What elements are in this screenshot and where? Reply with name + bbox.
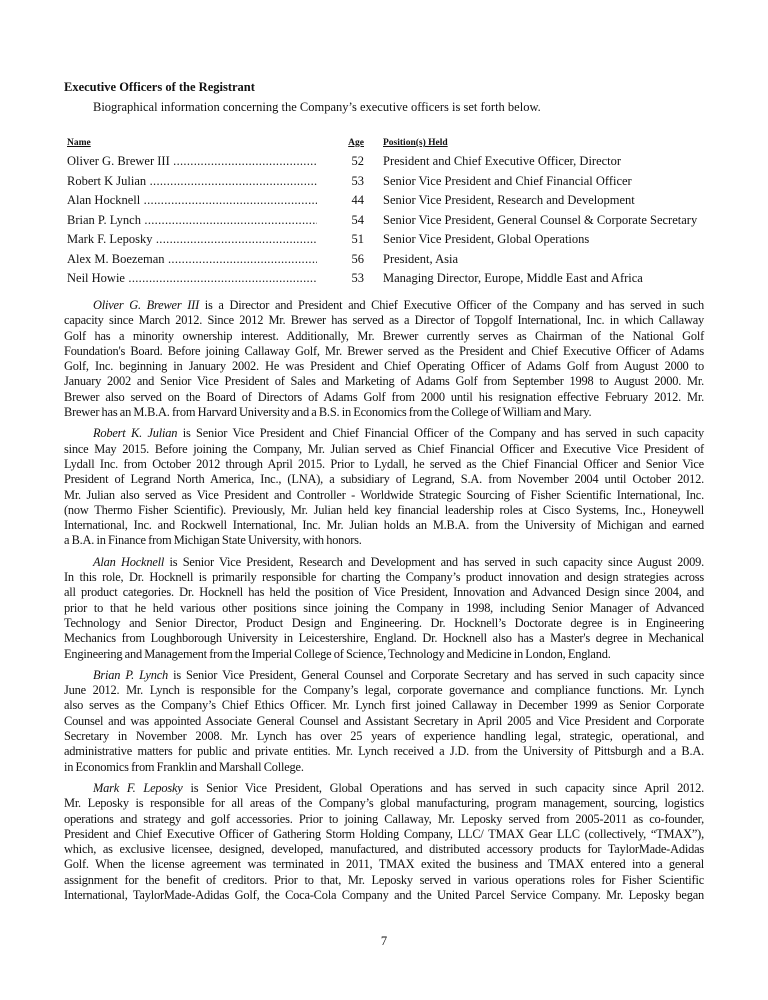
bio-text: is Senior Vice President, Research and Development and has served in such capacity since August 2009. bbox=[164, 554, 704, 569]
officer-position: Senior Vice President, Global Operations bbox=[383, 232, 590, 247]
bio-line: President and Chief Executive Officer of Gathering Storm Holding Company, LLC/ TMAX Gear LLC (collectively, “TMAX”), bbox=[64, 826, 704, 841]
bio-line: (now Thermo Fisher Scientific). Previously, Mr. Julian held key financial leadership roles at Cisco Systems, Inc., Honeywell bbox=[64, 502, 704, 517]
officer-name-text: Alan Hocknell bbox=[67, 193, 141, 208]
bio-line: President of Legrand North America, Inc., (LNA), a subsidiary of Legrand, S.A. from November 2004 until October 2012. bbox=[64, 472, 704, 487]
officer-name bbox=[67, 174, 317, 189]
bio-line: Mr. Julian also served as Vice President and Controller - Worldwide Strategic Sourcing of Fisher Scientific International, Inc. bbox=[64, 487, 704, 502]
bio-line: Foundation's Board. Before joining Callaway Golf, Mr. Brewer served as the President and Chief Executive Officer of Adams bbox=[64, 343, 704, 358]
officer-name-text: Mark F. Leposky bbox=[67, 232, 153, 247]
page-number: 7 bbox=[380, 934, 388, 948]
bio-line bbox=[64, 555, 704, 570]
officer-name-italic: Alan Hocknell bbox=[93, 554, 165, 569]
bio-line: Brewer also served on the Board of Directors of Adams Golf from 2000 until his resignation effective February 2012. Mr. bbox=[64, 389, 704, 404]
bio-line: International, Inc. and Rockwell International, Inc. Mr. Julian holds an M.B.A. from the University of Michigan and earned bbox=[64, 518, 704, 533]
bio-line: Engineering and Management from the Imperial College of Science, Technology and Medicine in London, England. bbox=[64, 646, 611, 661]
bio-line: International, TaylorMade-Adidas Golf, the Coca-Cola Company and the United Parcel Service Company. Mr. Leposky began bbox=[64, 887, 704, 902]
table-row bbox=[67, 269, 717, 289]
bio-line: June 2012. Mr. Lynch is responsible for the Company’s legal, corporate governance and compliance functions. Mr. Lynch bbox=[64, 683, 704, 698]
bio-text: is a Director and President and Chief Executive Officer of the Company and has served in such bbox=[199, 298, 704, 312]
officer-age: 52 bbox=[351, 154, 364, 169]
bio-line: Secretary in November 2008. Mr. Lynch has over 25 years of experience handling legal, strategic, operational, and bbox=[64, 729, 704, 744]
officer-position: President, Asia bbox=[383, 251, 458, 266]
officer-name-italic: Oliver G. Brewer III bbox=[93, 298, 200, 312]
officer-name-text: Alex M. Boezeman bbox=[67, 251, 165, 266]
biographies bbox=[64, 298, 704, 909]
officer-name-text: Neil Howie bbox=[67, 271, 125, 286]
officer-name bbox=[67, 154, 317, 169]
officer-name-italic: Mark F. Leposky bbox=[93, 780, 183, 795]
bio-paragraph bbox=[64, 668, 704, 775]
dot-leader bbox=[125, 271, 317, 285]
officer-position: Managing Director, Europe, Middle East and Africa bbox=[383, 271, 643, 286]
bio-line: Mechanics from Loughborough University in Leicestershire, England. Dr. Hocknell also has a Master's degree in Mechanical bbox=[64, 631, 704, 646]
officer-position: Senior Vice President and Chief Financial Officer bbox=[383, 173, 632, 188]
bio-text: is Senior Vice President, Global Operations and has served in such capacity since April 2012. bbox=[182, 780, 704, 795]
bio-line: Golf. When the license agreement was terminated in 2011, TMAX exited the business and TMAX entered into a general bbox=[64, 857, 704, 872]
dot-leader bbox=[165, 252, 317, 266]
officer-age: 53 bbox=[351, 173, 364, 188]
table-row bbox=[67, 152, 717, 172]
dot-leader bbox=[170, 154, 317, 168]
dot-leader bbox=[152, 232, 317, 246]
officer-name-italic: Robert K. Julian bbox=[93, 426, 178, 441]
bio-line bbox=[64, 426, 704, 441]
officer-age: 51 bbox=[351, 232, 364, 247]
bio-line: Lydall Inc. from October 2012 through April 2015. Prior to Lydall, he served as the Chief Financial Officer and Senior Vice bbox=[64, 456, 704, 471]
table-row bbox=[67, 211, 717, 231]
officer-name bbox=[67, 232, 317, 247]
officer-position: Senior Vice President, General Counsel & Corporate Secretary bbox=[383, 212, 698, 227]
officer-name-italic: Brian P. Lynch bbox=[93, 667, 168, 682]
bio-paragraph bbox=[64, 426, 704, 548]
bio-paragraph bbox=[64, 781, 704, 903]
table-row bbox=[67, 172, 717, 192]
bio-line: capacity since March 2012. Since 2012 Mr. Brewer has served as a Director of Topgolf International, Inc. in which Callaway bbox=[64, 313, 704, 328]
header-position: Position(s) Held bbox=[383, 138, 448, 148]
bio-line: In this role, Dr. Hocknell is primarily responsible for charting the Company’s product innovation and design strategies across bbox=[64, 570, 704, 585]
table-row bbox=[67, 250, 717, 270]
bio-line: Brewer has an M.B.A. from Harvard University and a B.S. in Economics from the College of William and Mary. bbox=[64, 405, 592, 420]
bio-line: January 2002 and Senior Vice President of Sales and Marketing of Adams Golf from September 1998 to August 2000. Mr. bbox=[64, 374, 704, 389]
officer-name bbox=[67, 213, 317, 228]
officer-position: Senior Vice President, Research and Development bbox=[383, 193, 635, 208]
bio-line bbox=[64, 668, 704, 683]
officer-age: 56 bbox=[351, 251, 364, 266]
bio-text: is Senior Vice President and Chief Financial Officer of the Company and has served in such capacity bbox=[177, 426, 704, 441]
officer-name-text: Brian P. Lynch bbox=[67, 212, 141, 227]
bio-line: in Economics from Franklin and Marshall College. bbox=[64, 759, 304, 774]
bio-line: operations and strategy and golf accessories. Prior to joining Callaway, Mr. Leposky served from 2005-2011 as co-founder, bbox=[64, 811, 704, 826]
bio-line bbox=[64, 298, 704, 313]
officer-position: President and Chief Executive Officer, Director bbox=[383, 154, 622, 169]
bio-line: Golf has a minority ownership interest. Additionally, Mr. Brewer currently serves as Chairman of the National Golf bbox=[64, 328, 704, 343]
officer-name bbox=[67, 252, 317, 267]
bio-text: is Senior Vice President, General Counsel and Corporate Secretary and has served in such capacity since bbox=[168, 667, 704, 682]
table-row bbox=[67, 191, 717, 211]
officer-name-text: Oliver G. Brewer III bbox=[67, 154, 170, 169]
bio-line: since May 2015. Before joining the Company, Mr. Julian served as Chief Financial Officer and Executive Vice President of bbox=[64, 441, 704, 456]
dot-leader bbox=[141, 213, 317, 227]
bio-line: Golf, Inc. beginning in January 2002. He was President and Chief Operating Officer of Adams Golf from August 2000 to bbox=[64, 359, 704, 374]
bio-line: which, as exclusive licensee, designed, developed, manufactured, and distributed accessory products for TaylorMade-Adidas bbox=[64, 842, 704, 857]
officer-name-text: Robert K Julian bbox=[67, 173, 147, 188]
bio-line: administrative matters for public and private entities. Mr. Lynch received a J.D. from the University of Pittsburgh and a B.A. bbox=[64, 744, 704, 759]
officer-age: 53 bbox=[351, 271, 364, 286]
bio-line: Mr. Leposky is responsible for all areas of the Company’s global manufacturing, program management, sourcing, logistics bbox=[64, 796, 704, 811]
bio-line: prior to that he held various other positions since joining the Company in 1998, including Senior Manager of Advanced bbox=[64, 600, 704, 615]
officer-name bbox=[67, 193, 317, 208]
header-name: Name bbox=[67, 138, 91, 148]
bio-line: assignment for the benefit of creditors. Prior to that, Mr. Leposky served in various operations roles for Fisher Scientific bbox=[64, 872, 704, 887]
bio-line: Technology and Senior Director, Product Design and Engineering. Dr. Hocknell’s Doctorate degree is in Engineering bbox=[64, 615, 704, 630]
bio-line: all product categories. Dr. Hocknell has held the position of Vice President, Innovation and Advanced Design since 2004, and bbox=[64, 585, 704, 600]
bio-paragraph bbox=[64, 298, 704, 420]
intro-text: Biographical information concerning the Company’s executive officers is set forth below. bbox=[93, 100, 541, 114]
bio-paragraph bbox=[64, 555, 704, 662]
bio-line: a B.A. in Finance from Michigan State University, with honors. bbox=[64, 533, 362, 548]
header-age: Age bbox=[348, 138, 364, 148]
dot-leader bbox=[140, 193, 317, 207]
officer-name bbox=[67, 271, 317, 286]
dot-leader bbox=[146, 174, 317, 188]
table-row bbox=[67, 230, 717, 250]
bio-line: also serves as the Company’s Chief Ethics Officer. Mr. Lynch first joined Callaway in December 1999 as Senior Corporate bbox=[64, 698, 704, 713]
section-heading: Executive Officers of the Registrant bbox=[64, 80, 255, 94]
table-header bbox=[67, 138, 717, 152]
officers-table bbox=[67, 138, 717, 289]
officer-age: 54 bbox=[351, 212, 364, 227]
bio-line bbox=[64, 781, 704, 796]
officer-age: 44 bbox=[351, 193, 364, 208]
bio-line: Counsel and was appointed Associate General Counsel and Assistant Secretary in April 2005 and Vice President and Corporate bbox=[64, 713, 704, 728]
